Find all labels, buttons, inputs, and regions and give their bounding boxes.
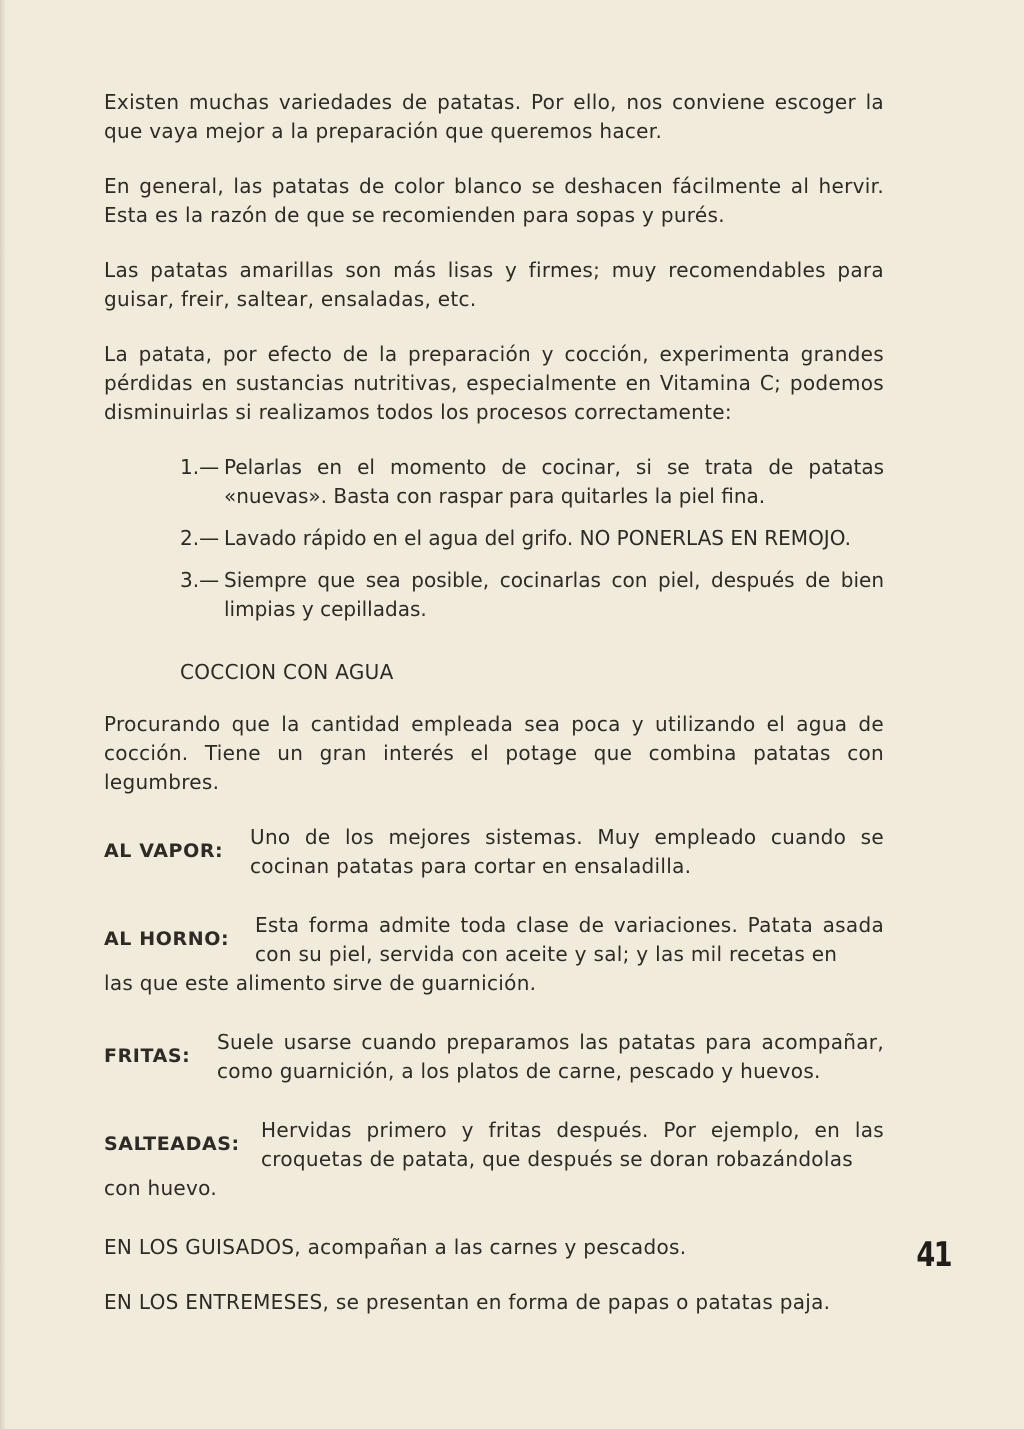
list-text: Pelarlas en el momento de cocinar, si se trata de patatas «nuevas». Basta con raspar para quitarles la piel fina.	[224, 455, 884, 508]
list-number: 3.—	[180, 568, 220, 592]
page-body	[104, 88, 884, 1343]
list-item	[104, 524, 884, 553]
method-salteadas	[104, 1116, 884, 1203]
method-al-vapor	[104, 823, 884, 881]
method-label: AL HORNO:	[104, 928, 230, 950]
method-al-horno	[104, 911, 884, 998]
paragraph-white-potatoes: En general, las patatas de color blanco se deshacen fácilmente al hervir. Esta es la razón de que se recomienden para sopas y purés.	[104, 174, 884, 227]
closing-entremeses: EN LOS ENTREMESES, se presentan en forma de papas o patatas paja.	[104, 1290, 831, 1314]
list-item	[104, 566, 884, 624]
steps-list	[104, 453, 884, 624]
paragraph-varieties: Existen muchas variedades de patatas. Por ello, nos conviene escoger la que vaya mejor a la preparación que queremos hacer.	[104, 90, 884, 143]
method-text: Uno de los mejores sistemas. Muy empleado cuando se cocinan patatas para cortar en ensaladilla.	[250, 825, 884, 878]
method-text: Hervidas primero y fritas después. Por ejemplo, en las croquetas de patata, que después se doran robazándolas	[261, 1118, 884, 1171]
list-number: 2.—	[180, 526, 220, 550]
method-continuation: las que este alimento sirve de guarnición.	[104, 971, 537, 995]
method-label: AL VAPOR:	[104, 840, 224, 862]
paragraph-water-cooking: Procurando que la cantidad empleada sea poca y utilizando el agua de cocción. Tiene un gran interés el potage que combina patatas con legumbres.	[104, 712, 884, 794]
section-heading: COCCION CON AGUA	[180, 660, 394, 684]
method-continuation: con huevo.	[104, 1176, 217, 1200]
list-number: 1.—	[180, 455, 220, 479]
paragraph-nutrient-loss: La patata, por efecto de la preparación y cocción, experimenta grandes pérdidas en sustancias nutritivas, especialmente en Vitamina C; podemos disminuirlas si realizamos todos los procesos correctamente:	[104, 342, 884, 424]
method-fritas	[104, 1028, 884, 1086]
method-text: Esta forma admite toda clase de variaciones. Patata asada con su piel, servida con aceite y sal; y las mil recetas en	[255, 913, 884, 966]
method-label: SALTEADAS:	[104, 1133, 240, 1155]
page-number: 41	[916, 1235, 951, 1275]
paragraph-yellow-potatoes: Las patatas amarillas son más lisas y firmes; muy recomendables para guisar, freir, saltear, ensaladas, etc.	[104, 258, 884, 311]
list-item	[104, 453, 884, 511]
method-text: Suele usarse cuando preparamos las patatas para acompañar, como guarnición, a los platos de carne, pescado y huevos.	[217, 1030, 884, 1083]
method-label: FRITAS:	[104, 1045, 191, 1067]
closing-guisados: EN LOS GUISADOS, acompañan a las carnes y pescados.	[104, 1235, 687, 1259]
page-edge	[0, 0, 6, 1429]
list-text: Siempre que sea posible, cocinarlas con piel, después de bien limpias y cepilladas.	[224, 568, 884, 621]
list-text: Lavado rápido en el agua del grifo. NO PONERLAS EN REMOJO.	[224, 526, 851, 550]
